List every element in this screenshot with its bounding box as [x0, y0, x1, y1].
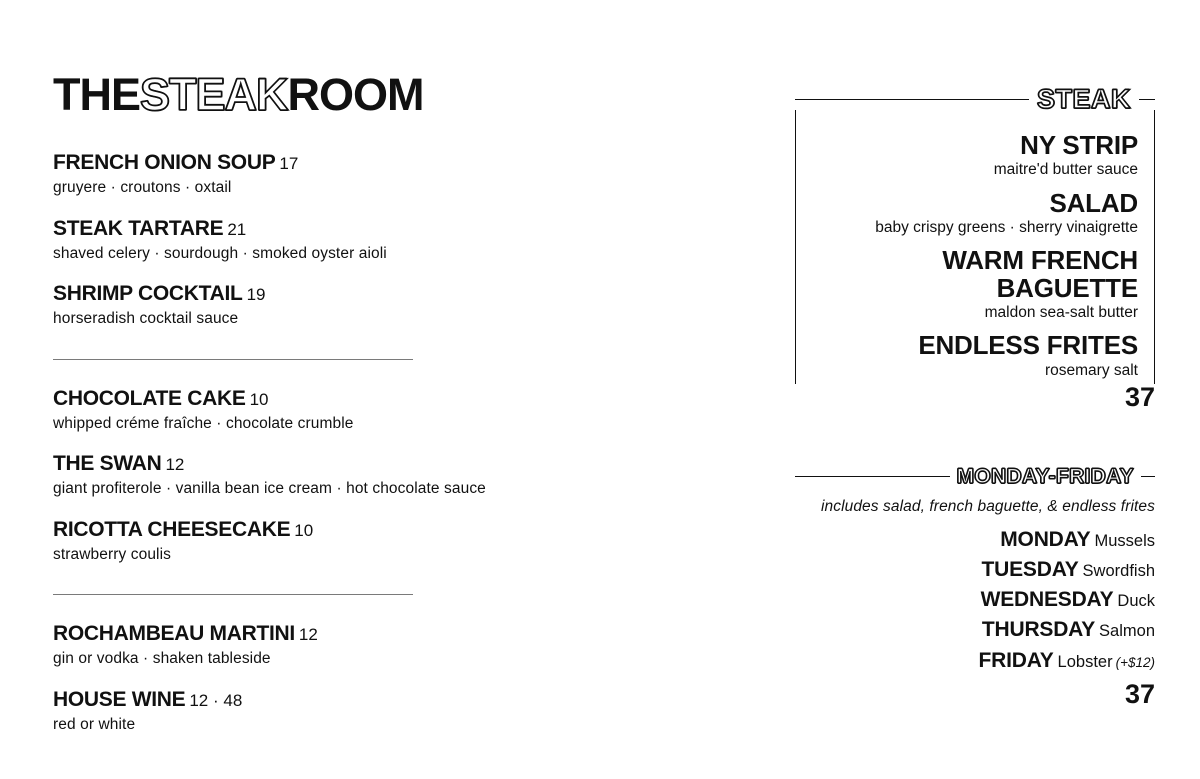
menu-item-name-line	[53, 151, 573, 175]
menu-item-name-line	[53, 282, 573, 306]
weekday-day: FRIDAY	[978, 648, 1054, 672]
weekday-row	[795, 588, 1155, 612]
weekday-day: MONDAY	[1000, 527, 1091, 551]
menu-item	[53, 217, 573, 264]
menu-item-price: 12 · 48	[189, 690, 243, 710]
menu-item-price: 12	[298, 625, 318, 645]
section-divider	[53, 359, 413, 360]
menu-item-price: 17	[279, 154, 299, 173]
desserts-section	[53, 387, 573, 565]
menu-item-description: whipped créme fraîche · chocolate crumble	[53, 414, 354, 432]
menu-item-name: THE SWAN	[53, 452, 162, 476]
weekday-note: includes salad, french baguette, & endless frites	[820, 497, 1155, 515]
steak-section-title: STEAK	[1036, 83, 1131, 114]
section-divider	[53, 594, 413, 595]
menu-item-name: SHRIMP COCKTAIL	[53, 282, 243, 306]
heading-rule-left	[795, 476, 950, 477]
steak-price: 37	[1124, 381, 1155, 412]
weekday-price-row	[795, 678, 1155, 709]
heading-rule-left	[795, 99, 1029, 100]
steak-section	[795, 83, 1155, 412]
steak-entry	[812, 132, 1138, 180]
page-title	[53, 69, 573, 120]
weekday-row	[795, 528, 1155, 552]
weekday-list	[795, 528, 1155, 673]
menu-item	[53, 688, 573, 735]
weekday-row	[795, 558, 1155, 582]
steak-heading-row	[795, 83, 1155, 114]
menu-item-name-line	[53, 518, 573, 542]
steak-entry	[812, 187, 1138, 238]
weekday-dish: Swordfish	[1082, 562, 1155, 581]
weekday-day: THURSDAY	[981, 618, 1096, 642]
weekday-surcharge: (+$12)	[1115, 654, 1155, 670]
steak-box	[795, 110, 1155, 395]
menu-item-name: FRENCH ONION SOUP	[53, 151, 276, 174]
menu-item	[53, 282, 573, 329]
steak-entry-description: maldon sea-salt butter	[984, 303, 1138, 321]
steak-entry-description: rosemary salt	[1044, 361, 1138, 379]
steak-price-row	[795, 381, 1155, 412]
menu-item-price: 12	[165, 455, 185, 475]
steak-entry	[812, 332, 1138, 380]
weekday-row	[795, 649, 1155, 673]
weekday-dish: Salmon	[1099, 622, 1155, 641]
weekday-heading-row	[795, 467, 1155, 487]
menu-item-name: STEAK TARTARE	[53, 216, 224, 240]
left-column	[53, 69, 573, 753]
menu-item-name-line	[53, 622, 573, 646]
menu-item-description: red or white	[53, 715, 136, 733]
steak-entry-name: NY STRIP	[1020, 130, 1138, 160]
menu-item-price: 10	[294, 520, 314, 540]
menu-item	[53, 387, 573, 434]
menu-item-name-line	[53, 688, 573, 712]
menu-item	[53, 452, 573, 499]
menu-item-price: 19	[246, 285, 266, 305]
menu-item-description: gin or vodka · shaken tableside	[53, 650, 271, 668]
menu-item-name: ROCHAMBEAU MARTINI	[53, 622, 295, 646]
weekday-section	[795, 467, 1155, 708]
menu-item-description: strawberry coulis	[53, 545, 171, 563]
weekday-dish: Lobster	[1057, 652, 1113, 671]
steak-entry-name: ENDLESS FRITES	[918, 330, 1138, 361]
weekday-section-title: MONDAY-FRIDAY	[956, 465, 1134, 489]
starters-section	[53, 151, 573, 329]
menu-item-description: giant profiterole · vanilla bean ice cream · hot chocolate sauce	[53, 480, 486, 498]
brand-part-the: THE	[53, 69, 140, 120]
menu-item-description: shaved celery · sourdough · smoked oyster aioli	[53, 244, 387, 262]
menu-item-name-line	[53, 217, 573, 241]
weekday-row	[795, 618, 1155, 642]
heading-rule-right	[1141, 476, 1155, 477]
steak-entry-name: WARM FRENCH BAGUETTE	[942, 245, 1138, 303]
weekday-price: 37	[1124, 678, 1155, 709]
steak-entry-name: SALAD	[1049, 187, 1138, 218]
steak-entry-description: baby crispy greens · sherry vinaigrette	[875, 218, 1138, 236]
menu-item-description: horseradish cocktail sauce	[53, 310, 239, 328]
weekday-dish: Duck	[1117, 592, 1155, 611]
menu-item-description: gruyere · croutons · oxtail	[53, 179, 232, 197]
menu-item-name: HOUSE WINE	[53, 687, 186, 711]
weekday-day: WEDNESDAY	[980, 588, 1114, 612]
menu-item-name-line	[53, 452, 573, 476]
menu-item-name: RICOTTA CHEESECAKE	[53, 517, 291, 541]
menu-item	[53, 518, 573, 565]
drinks-section	[53, 622, 573, 734]
steak-entry	[812, 247, 1138, 322]
menu-item-name: CHOCOLATE CAKE	[53, 386, 246, 410]
right-column	[795, 83, 1155, 709]
menu-item	[53, 622, 573, 669]
menu-item	[53, 151, 573, 198]
heading-rule-right	[1139, 99, 1155, 100]
weekday-dish: Mussels	[1094, 531, 1155, 550]
weekday-day: TUESDAY	[981, 558, 1079, 582]
menu-item-name-line	[53, 387, 573, 411]
menu-item-price: 21	[227, 219, 247, 239]
menu-item-price: 10	[249, 389, 269, 409]
brand-part-steak: STEAK	[140, 69, 288, 120]
steak-entry-description: maitre'd butter sauce	[993, 161, 1138, 179]
brand-part-room: ROOM	[287, 69, 424, 120]
